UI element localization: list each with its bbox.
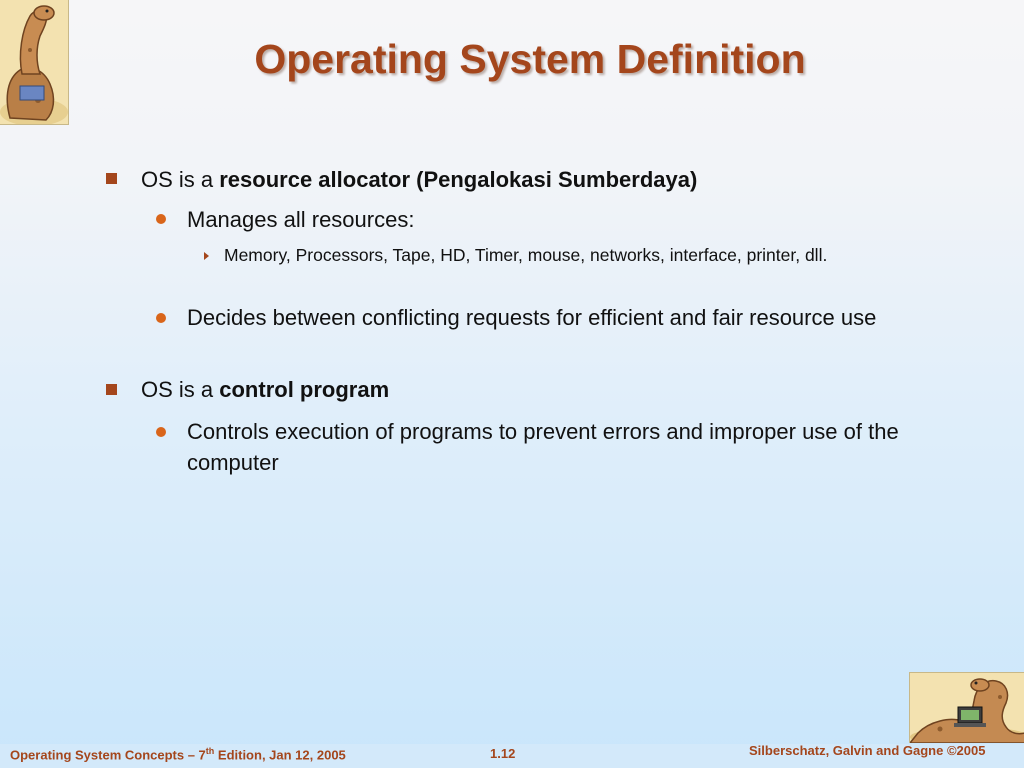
footer-authors: Silberschatz, Galvin and Gagne ©2005 xyxy=(749,743,986,758)
square-bullet-icon xyxy=(106,384,117,395)
slide-title: Operating System Definition xyxy=(254,36,806,82)
square-bullet-icon xyxy=(106,173,117,184)
footer-book-title-sup: th xyxy=(205,746,215,756)
arrow-bullet-icon xyxy=(204,252,209,260)
bullet-level2: Decides between conflicting requests for efficient and fair resource use xyxy=(187,305,877,330)
bullet-level1 xyxy=(141,167,941,193)
footer-book-title-suffix: Edition, Jan 12, 2005 xyxy=(214,747,346,763)
bullet-level1 xyxy=(141,377,941,403)
footer-book-title-prefix: Operating System Concepts – 7 xyxy=(10,747,206,763)
page-number: 1.12 xyxy=(490,746,516,761)
bullet-bold: resource allocator (Pengalokasi Sumberdaya) xyxy=(219,167,698,192)
bullet-prefix: OS is a xyxy=(141,167,220,192)
bullet-level3: Memory, Processors, Tape, HD, Timer, mouse, networks, interface, printer, dll. xyxy=(224,245,828,265)
dot-bullet-icon xyxy=(156,427,166,437)
footer-book-title xyxy=(10,746,346,762)
dinosaur-laptop-icon xyxy=(909,672,1024,743)
dot-bullet-icon xyxy=(156,214,166,224)
dot-bullet-icon xyxy=(156,313,166,323)
bullet-bold: control program xyxy=(219,377,390,402)
bullet-prefix: OS is a xyxy=(141,377,220,402)
bullet-level2: Manages all resources: xyxy=(187,207,415,232)
bullet-level2: Controls execution of programs to prevent errors and improper use of the computer xyxy=(187,419,899,475)
